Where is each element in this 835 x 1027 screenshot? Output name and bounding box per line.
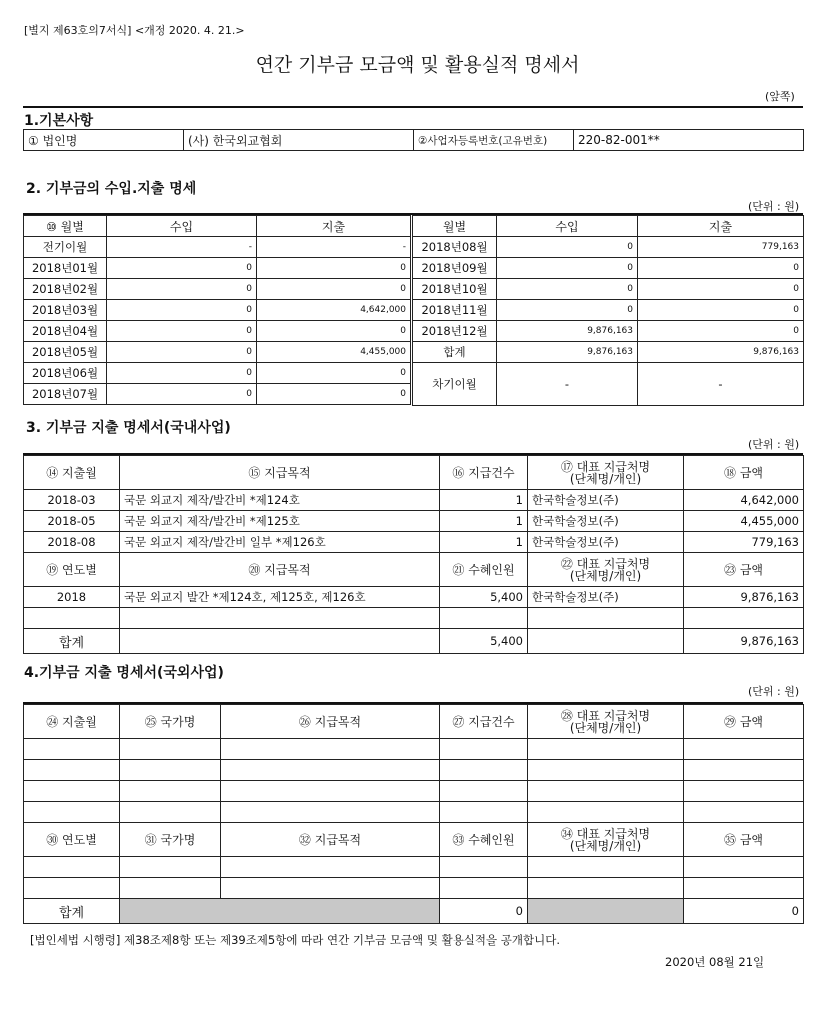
table-cell [120,899,440,924]
table-cell: 2018년11월 [413,300,497,321]
header-text: (단체명/개인) [569,720,642,735]
table-cell: 0 [497,237,638,258]
table-cell [528,705,684,739]
table-cell [528,802,684,823]
table-cell: ⑲ 연도별 [24,553,120,587]
table-row [24,321,411,342]
total-row [413,342,804,363]
table-cell: 한국학술정보(주) [528,587,684,608]
footer-note: [법인세법 시행령] 제38조제8항 또는 제39조제5항에 따라 연간 기부금 모금액 및 활용실적을 공개합니다. [30,933,560,947]
table-cell [221,781,440,802]
col-income: 수입 [107,216,257,237]
table-cell: 4,642,000 [257,300,411,321]
table-row [413,321,804,342]
table-cell [528,857,684,878]
carry-row [413,363,804,406]
table-cell [120,608,440,629]
table-row [24,363,411,384]
table-cell: ⑮ 지급목적 [120,456,440,490]
col-expense-2: 지출 [638,216,804,237]
corp-name-label: ① 법인명 [24,130,184,151]
table-cell: 9,876,163 [684,629,804,654]
table-cell: - [107,237,257,258]
table-cell [528,878,684,899]
table-cell [120,857,221,878]
table-cell: 2018년01월 [24,258,107,279]
unit-label-3: (단위 : 원) [748,438,800,451]
table-cell: 779,163 [638,237,804,258]
table-cell: 0 [257,321,411,342]
table-cell: 0 [684,899,804,924]
table-cell [440,760,528,781]
income-expense-right [412,215,804,406]
section3-heading: 3. 기부금 지출 명세서(국내사업) [26,420,231,436]
table-cell [684,781,804,802]
domestic-expense-table [23,455,804,654]
table-cell: 2018년06월 [24,363,107,384]
form-tag: [별지 제63호의7서식] <개정 2020. 4. 21.> [24,24,245,37]
table-cell: 0 [107,300,257,321]
table-cell: 9,876,163 [684,587,804,608]
corp-name-value: (사) 한국외교협회 [184,130,414,151]
table-cell: 0 [107,363,257,384]
table-cell [528,781,684,802]
table-cell: 국문 외교지 제작/발간비 *제125호 [120,511,440,532]
basic-info-table [23,129,804,151]
header-text: ㉒ 대표 지급처명 [560,556,651,571]
table-cell [440,608,528,629]
col-month-2: 월별 [413,216,497,237]
table-cell: ㉙ 금액 [684,705,804,739]
table-row [24,490,804,511]
table-cell: 1 [440,490,528,511]
table-cell: 0 [638,321,804,342]
table-cell: 합계 [413,342,497,363]
table-cell: 2018년12월 [413,321,497,342]
table-row [24,553,804,587]
table-cell: 합계 [24,629,120,654]
table-cell [440,878,528,899]
table-cell: 0 [107,384,257,405]
table-row [24,705,804,739]
table-cell: ㉖ 지급목적 [221,705,440,739]
table-cell: 5,400 [440,629,528,654]
table-cell: 2018년05월 [24,342,107,363]
bizno-value: 220-82-001** [574,130,804,151]
table-cell: 2018년09월 [413,258,497,279]
table-cell: 0 [107,279,257,300]
table-cell: 0 [257,258,411,279]
table-cell: ㉜ 지급목적 [221,823,440,857]
table-row [24,608,804,629]
table-cell: 차기이월 [413,363,497,406]
table-cell [528,760,684,781]
table-row [24,279,411,300]
table-cell [24,802,120,823]
page-title: 연간 기부금 모금액 및 활용실적 명세서 [255,54,580,76]
unit-label-4: (단위 : 원) [748,685,800,698]
table-cell: 0 [257,384,411,405]
table-cell: 9,876,163 [497,342,638,363]
income-expense-left [23,215,411,405]
table-cell [684,802,804,823]
table-row [413,279,804,300]
col-income-2: 수입 [497,216,638,237]
header-text: ㉞ 대표 지급처명 [560,826,651,841]
table-row [413,258,804,279]
table-cell: ㉟ 금액 [684,823,804,857]
table-cell: 합계 [24,899,120,924]
table-cell: - [497,363,638,406]
table-cell: 2018년03월 [24,300,107,321]
table-cell: ⑱ 금액 [684,456,804,490]
col-month: ⑩ 월별 [24,216,107,237]
table-row [413,237,804,258]
table-cell [221,802,440,823]
unit-label: (단위 : 원) [748,200,800,213]
table-cell: 한국학술정보(주) [528,532,684,553]
table-cell: 0 [107,258,257,279]
table-cell: 0 [638,258,804,279]
table-row [24,587,804,608]
table-row [24,511,804,532]
table-row [24,857,804,878]
table-cell: 1 [440,511,528,532]
table-row [24,216,411,237]
table-cell [440,857,528,878]
section2-heading: 2. 기부금의 수입.지출 명세 [26,181,197,197]
total-row [24,629,804,654]
overseas-expense-table [23,704,804,924]
table-cell: ⑯ 지급건수 [440,456,528,490]
table-cell [24,760,120,781]
table-cell: - [257,237,411,258]
table-cell [528,608,684,629]
footer-date: 2020년 08월 21일 [665,955,765,969]
table-cell: ㉔ 지출월 [24,705,120,739]
table-cell: 0 [107,321,257,342]
header-text: ㉘ 대표 지급처명 [560,708,651,723]
total-row [24,899,804,924]
table-cell: ㉚ 연도별 [24,823,120,857]
table-row [24,802,804,823]
table-cell [528,823,684,857]
table-cell [221,739,440,760]
table-cell [528,553,684,587]
header-text: (단체명/개인) [569,838,642,853]
table-cell: 0 [497,279,638,300]
table-cell [528,456,684,490]
table-cell: 4,455,000 [257,342,411,363]
table-cell: ⑭ 지출월 [24,456,120,490]
table-cell: 0 [638,279,804,300]
table-cell: 4,642,000 [684,490,804,511]
table-cell: ㉛ 국가명 [120,823,221,857]
table-cell: ⑳ 지급목적 [120,553,440,587]
table-cell [528,899,684,924]
table-cell: ㉓ 금액 [684,553,804,587]
table-cell [684,739,804,760]
table-row [24,532,804,553]
table-row [24,823,804,857]
table-cell: 4,455,000 [684,511,804,532]
table-cell [440,802,528,823]
col-expense: 지출 [257,216,411,237]
table-cell: 국문 외교지 제작/발간비 *제124호 [120,490,440,511]
table-cell: 9,876,163 [497,321,638,342]
table-cell: 한국학술정보(주) [528,511,684,532]
table-cell: 2018년07월 [24,384,107,405]
table-cell [221,857,440,878]
table-cell: 2018-08 [24,532,120,553]
table-cell [528,739,684,760]
table-cell [684,857,804,878]
table-row [24,739,804,760]
table-cell [24,781,120,802]
table-cell: ㉝ 수혜인원 [440,823,528,857]
table-row [24,130,804,151]
table-row [24,384,411,405]
table-cell [120,802,221,823]
table-cell: 0 [257,363,411,384]
table-cell [24,739,120,760]
table-row [24,258,411,279]
header-text: (단체명/개인) [569,471,642,486]
table-cell: 2018년02월 [24,279,107,300]
table-cell [684,760,804,781]
table-cell: 0 [440,899,528,924]
table-row [24,342,411,363]
table-cell [24,608,120,629]
section1-heading: 1.기본사항 [24,113,94,129]
table-cell [120,760,221,781]
table-cell [440,781,528,802]
table-cell: 국문 외교지 제작/발간비 일부 *제126호 [120,532,440,553]
table-cell [221,878,440,899]
table-cell: 0 [257,279,411,300]
table-cell: 0 [497,258,638,279]
table-cell: 1 [440,532,528,553]
table-cell: 2018년08월 [413,237,497,258]
table-row [413,300,804,321]
table-cell: 2018-03 [24,490,120,511]
header-text: ⑰ 대표 지급처명 [560,459,651,474]
page-side: (앞쪽) [765,90,795,103]
header-text: (단체명/개인) [569,568,642,583]
table-cell: 0 [107,342,257,363]
table-cell: 2018 [24,587,120,608]
table-row [24,781,804,802]
table-row [24,760,804,781]
table-cell: 전기이월 [24,237,107,258]
table-cell [120,781,221,802]
bizno-label: ②사업자등록번호(고유번호) [414,130,574,151]
table-cell: - [638,363,804,406]
table-row [24,237,411,258]
table-cell: 9,876,163 [638,342,804,363]
table-cell [440,739,528,760]
section4-heading: 4.기부금 지출 명세서(국외사업) [24,665,224,681]
table-row [24,300,411,321]
table-cell: 5,400 [440,587,528,608]
table-cell: 779,163 [684,532,804,553]
table-row [413,216,804,237]
table-cell: ㉑ 수혜인원 [440,553,528,587]
table-cell: 국문 외교지 발간 *제124호, 제125호, 제126호 [120,587,440,608]
table-cell [120,878,221,899]
table-cell: 한국학술정보(주) [528,490,684,511]
table-cell: 2018년10월 [413,279,497,300]
table-cell [684,878,804,899]
table-cell: 0 [497,300,638,321]
table-row [24,878,804,899]
table-cell [24,878,120,899]
table-cell [528,629,684,654]
table-cell [120,739,221,760]
table-cell: 2018-05 [24,511,120,532]
table-cell [120,629,440,654]
table-cell: ㉗ 지급건수 [440,705,528,739]
table-cell [24,857,120,878]
table-cell [684,608,804,629]
table-cell: 0 [638,300,804,321]
table-cell: 2018년04월 [24,321,107,342]
table-row [24,456,804,490]
table-cell: ㉕ 국가명 [120,705,221,739]
table-cell [221,760,440,781]
